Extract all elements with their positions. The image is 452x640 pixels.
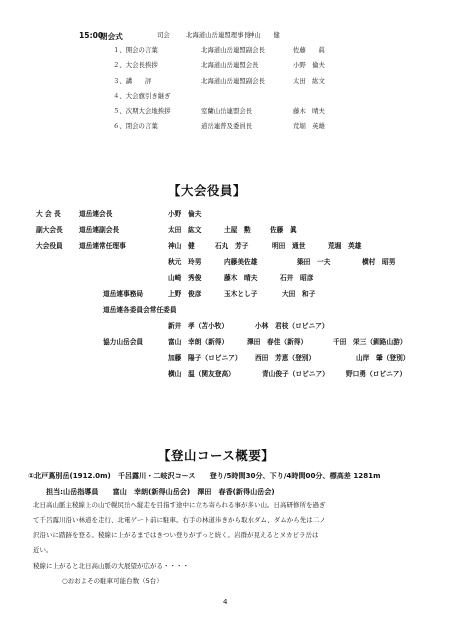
officer-name: 築田 一夫: [297, 258, 331, 266]
ceremony-mc-name: 神山 健: [248, 31, 280, 39]
ceremony-item-org: 北海道山岳連盟副会長: [201, 77, 265, 85]
officer-name: 内藤美佐雄: [224, 258, 258, 266]
course-description-line: て千呂露川沿い林道を走行、北電ゲート前に駐車。右手の林道歩きから取水ダム、ダムから先は二ノ: [33, 516, 326, 524]
officer-name: 石丸 芳子: [215, 242, 249, 250]
officers-heading: 【大会役員】: [168, 183, 246, 198]
officer-org: 道岳連各委員会常任委員: [103, 306, 177, 314]
officer-name: 澤田 春佳（新得）: [247, 338, 308, 346]
officer-name: 佐藤 眞: [270, 226, 297, 234]
course-description-line: ○おおよその駐車可能台数（5台）: [62, 577, 163, 585]
page-number: 4: [223, 598, 228, 606]
course-description-line: 沢沿いに踏跡を登る。稜線に上がるまではきつい登りがずっと続く。岩群が見えるとヌカビラ岳は: [33, 531, 319, 539]
officer-name: 藤木 晴夫: [224, 274, 258, 282]
course-guide: 担当:山岳指導員 富山 幸朗(新得山岳会) 澤田 春香(新得山岳会): [46, 487, 275, 496]
officer-name: 荒堀 英雄: [328, 242, 362, 250]
officer-name: 新井 孝（苫小牧）: [168, 322, 229, 330]
course-description-line: 近い。: [33, 546, 53, 554]
officer-name: 野口勇（ロビニア）: [346, 370, 407, 378]
officer-role: 大 会 長: [36, 210, 61, 218]
ceremony-item-org: 室蘭山岳連盟会長: [201, 107, 253, 115]
officer-org: 道岳連副会長: [79, 226, 120, 234]
ceremony-item-name: 佐藤 眞: [293, 46, 325, 54]
ceremony-item-org: 道岳連普及委員長: [201, 122, 253, 130]
ceremony-item-name: 藤木 晴夫: [293, 107, 325, 115]
officer-name: 横村 昭男: [362, 258, 396, 266]
officer-name: 西田 芳恵（登別）: [255, 354, 316, 362]
officer-name: 上野 俊彦: [168, 290, 202, 298]
course-heading: 【登山コース概要】: [158, 448, 275, 463]
course-title: ①北戸蔦別岳(1912.0m) 千呂露川・二岐沢コース 登り/5時間30分、下り/4時間00分、標高差 1281m: [28, 471, 381, 480]
officer-org: 道岳連事務局: [103, 290, 144, 298]
officer-name: 太田 紘文: [168, 226, 202, 234]
officer-name: 横山 温（関友登高）: [168, 370, 235, 378]
officer-name: 小野 倫夫: [168, 210, 202, 218]
course-description-line: 北日高山脈主稜線上の山で幌尻岳へ縦走を目指す途中に立ち寄られる事が多い山。日高研修所を過ぎ: [33, 501, 326, 509]
ceremony-mc-role: 司会: [157, 31, 170, 39]
officer-name: 神山 健: [168, 242, 195, 250]
officer-role: 副大会長: [36, 226, 63, 234]
officer-name: 加藤 陽子（ロビニア）: [168, 354, 242, 362]
ceremony-item-label: ２、大会長挨拶: [113, 61, 158, 69]
ceremony-title: 閉会式: [100, 32, 123, 41]
officer-name: 石井 昭彦: [280, 274, 314, 282]
ceremony-item-org: 北海道山岳連盟副会長: [201, 46, 265, 54]
ceremony-item-org: 北海道山岳連盟会長: [201, 61, 259, 69]
ceremony-item-label: ５、次期大会地挨拶: [113, 107, 171, 115]
officer-org: 協力山岳会員: [103, 338, 144, 346]
ceremony-item-name: 小野 倫夫: [293, 61, 325, 69]
ceremony-item-label: ４、大会旗引き継ぎ: [113, 92, 171, 100]
officer-name: 秋元 玲男: [168, 258, 202, 266]
ceremony-item-name: 荒堀 英雄: [293, 122, 325, 130]
ceremony-item-label: ６、閉会の言葉: [113, 122, 158, 130]
officer-name: 山崎 秀俊: [168, 274, 202, 282]
officer-name: 土屋 勲: [224, 226, 251, 234]
officer-name: 富山 幸朗（新得）: [168, 338, 229, 346]
officer-name: 山岸 肇（登別）: [356, 354, 410, 362]
ceremony-mc-org: 北海道山岳連盟理事長: [186, 31, 250, 39]
officer-org: 道岳連会長: [79, 210, 113, 218]
ceremony-item-name: 太田 紘文: [293, 77, 325, 85]
officer-org: 道岳連常任理事: [79, 242, 126, 250]
officer-name: 玉木とし子: [224, 290, 258, 298]
officer-role: 大会役員: [36, 242, 63, 250]
ceremony-time: 15:00: [79, 31, 104, 40]
ceremony-item-label: ３、講 評: [113, 77, 152, 85]
officer-name: 青山俊子（ロビニア）: [262, 370, 329, 378]
officer-name: 大田 和子: [282, 290, 316, 298]
ceremony-item-label: １、開会の言葉: [113, 46, 158, 54]
course-description-line: 稜線に上がると北日高山脈の大展望が広がる・・・・: [33, 562, 189, 570]
officer-name: 千田 栄三（釧路山游）: [333, 338, 407, 346]
officer-name: 明田 通世: [272, 242, 306, 250]
officer-name: 小林 君枝（ロビニア）: [255, 322, 329, 330]
